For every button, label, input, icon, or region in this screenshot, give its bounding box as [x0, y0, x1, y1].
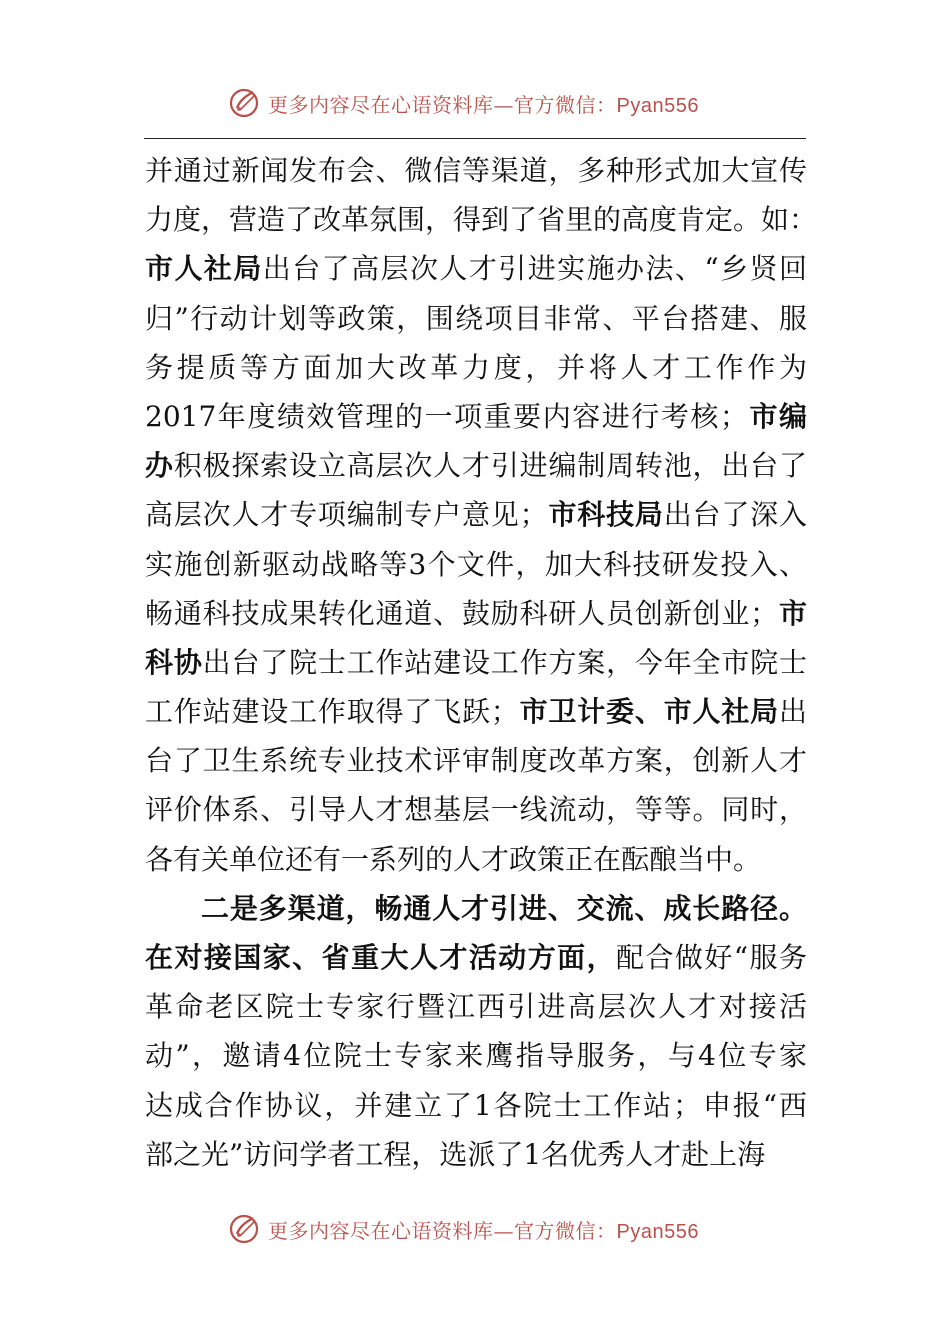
footer-watermark — [228, 1212, 699, 1246]
text-line: 在对接国家、省重大人才活动方面，配合做好“服务 — [145, 941, 807, 974]
text-line: 各有关单位还有一系列的人才政策正在酝酿当中。 — [145, 842, 762, 876]
pen-seal-icon — [228, 1212, 262, 1246]
text-line: 办积极探索设立高层次人才引进编制周转池，出台了 — [145, 449, 807, 483]
text-line: 力度，营造了改革氛围，得到了省里的高度肯定。如： — [145, 203, 818, 237]
watermark-text: 更多内容尽在心语资料库—官方微信：Pyan556 — [268, 92, 699, 117]
header-watermark — [228, 86, 699, 120]
bold-phrase: 二是多渠道，畅通人才引进、交流、成长路径。 — [201, 891, 807, 925]
text-line: 高层次人才专项编制专户意见；市科技局出台了深入 — [145, 498, 807, 532]
text-line: 畅通科技成果转化通道、鼓励科研人员创新创业；市 — [145, 596, 807, 630]
bold-phrase: 在对接国家、省重大人才活动方面， — [145, 941, 617, 974]
text-line: 革命老区院士专家行暨江西引进高层次人才对接活 — [145, 990, 807, 1024]
bold-phrase: 市 — [778, 596, 807, 630]
text-line: 务提质等方面加大改革力度，并将人才工作作为 — [145, 350, 807, 384]
bold-phrase: 科协 — [145, 645, 203, 679]
text-line: 2017年度绩效管理的一项重要内容进行考核；市编 — [145, 399, 807, 433]
document-body — [145, 146, 818, 1179]
pen-seal-icon — [228, 86, 262, 120]
header-divider — [144, 138, 806, 139]
bold-phrase: 市编 — [747, 399, 807, 433]
text-line — [145, 884, 807, 933]
text-line: 市人社局出台了高层次人才引进实施办法、“乡贤回 — [145, 252, 807, 286]
text-line: 评价体系、引导人才想基层一线流动，等等。同时， — [145, 793, 807, 827]
bold-phrase: 市卫计委、市人社局 — [518, 695, 779, 729]
bold-phrase: 市科技局 — [547, 498, 664, 532]
text-line: 达成合作协议，并建立了1各院士工作站；申报“西 — [145, 1088, 807, 1122]
text-line: 台了卫生系统专业技术评审制度改革方案，创新人才 — [145, 744, 807, 778]
text-line: 科协出台了院士工作站建设工作方案，今年全市院士 — [145, 645, 807, 679]
watermark-wechat-id: Pyan556 — [616, 94, 699, 117]
bold-phrase: 办 — [145, 449, 174, 483]
watermark-text: 更多内容尽在心语资料库—官方微信：Pyan556 — [268, 1218, 699, 1243]
watermark-wechat-id: Pyan556 — [616, 1220, 699, 1243]
bold-phrase: 市人社局 — [145, 252, 263, 286]
text-line: 工作站建设工作取得了飞跃；市卫计委、市人社局出 — [145, 695, 807, 729]
text-line: 归”行动计划等政策，围绕项目非常、平台搭建、服 — [145, 301, 807, 335]
text-line: 动”，邀请4位院士专家来鹰指导服务，与4位专家 — [145, 1039, 807, 1073]
text-line: 部之光”访问学者工程，选派了1名优秀人才赴上海 — [145, 1137, 766, 1171]
text-line: 并通过新闻发布会、微信等渠道，多种形式加大宣传 — [145, 154, 807, 187]
text-line: 实施创新驱动战略等3个文件，加大科技研发投入、 — [145, 547, 807, 581]
